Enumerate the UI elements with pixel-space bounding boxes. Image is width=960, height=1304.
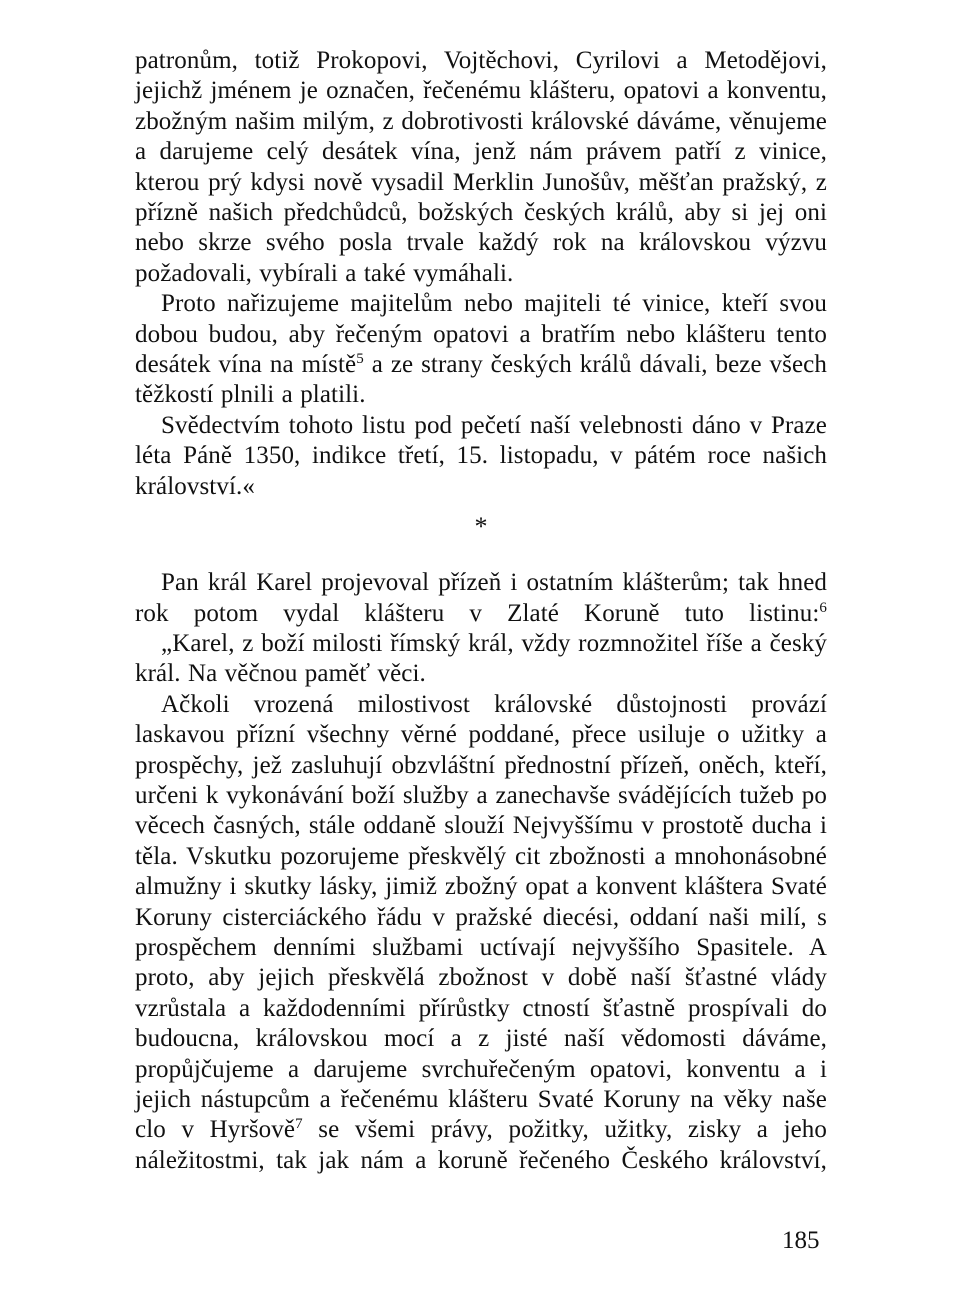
- paragraph-charter-opening: „Karel, z boží milosti římský král, vždy rozmnožitel říše a český král. Na věčnou paměť věci.: [135, 629, 827, 688]
- paragraph-text: Pan král Karel projevoval přízeň i ostatním klášterům; tak hned rok potom vydal klášteru v Zlaté Koruně tuto listinu:: [135, 569, 827, 627]
- paragraph-text: Proto nařizujeme majitelům nebo majiteli té vinice, kteří svou dobou budou, aby řečeným opatovi a bratřím nebo klášteru tento desátek vína na místě: [135, 290, 827, 379]
- paragraph-charter-conclusion: patronům, totiž Prokopovi, Vojtěchovi, Cyrilovi a Metodějovi, jejichž jménem je označen, řečenému klášteru, opatovi a konventu, zbožným našim milým, z dobrotivosti královské dáváme, věnujeme a darujeme celý desátek vína, jenž nám právem patří z vinice, kterou prý kdysi nově vysadil Merklin Junošův, měšťan pražský, z přízně našich předchůdců, božských českých králů, aby si jej oni nebo skrze svého posla trvale každý rok na královskou výzvu požadovali, vybírali a také vymáhali.: [135, 47, 827, 287]
- paragraph-text: a ze strany českých králů dávali, beze všech těžkostí plnili a platili.: [135, 351, 827, 409]
- footnote-marker-7: 7: [295, 1116, 303, 1133]
- footnote-marker-6: 6: [819, 599, 827, 616]
- footnote-marker-5: 5: [356, 351, 364, 368]
- paragraph-king-karel-favour: [135, 568, 827, 629]
- body-text: [135, 46, 827, 1176]
- paragraph-text: se všemi právy, požitky, užitky, zisky a jeho náležitostmi, tak jak nám a koruně řečeného Českého království,: [135, 1116, 828, 1174]
- section-separator: *: [474, 512, 488, 542]
- paragraph-order-to-owners: [135, 289, 827, 411]
- paragraph-text: Ačkoli vrozená milostivost královské důstojnosti provází laskavou přízní všechny věrné poddané, přece usiluje o užitky a prospěchy, jež zasluhují obzvláštní přednostní přízeň, oněch, kteří, určeni k vykonávání boží služby a zanechavše svádějících tužeb po věcech časných, stále oddaně slouží Nejvyššímu v prostotě ducha i těla. Vskutku pozorujeme přeskvělý cit zbožnosti a mnohonásobné almužny i skutky lásky, jimiž zbožný opat a konvent kláštera Svaté Koruny cisterciáckého řádu v pražské diecési, oddaní naši milí, s prospěchem denními službami uctívají nejvyššího Spasitele. A proto, aby jejich přeskvělá zbožnost v době naší šťastné vlády vzrůstala a každodenními přírůstky ctností šťastně prospívali do budoucna, královskou mocí a z jisté naší vědomosti dáváme, propůjčujeme a darujeme svrchuřečeným opatovi, konventu a i jejich nástupcům a řečenému klášteru Svaté Koruny na věky naše clo v Hyršově: [135, 690, 827, 1144]
- paragraph-charter-body: [135, 690, 827, 1177]
- page-number: 185: [782, 1227, 820, 1254]
- paragraph-attestation: Svědectvím tohoto listu pod pečetí naší velebnosti dáno v Praze léta Páně 1350, indikce třetí, 15. listopadu, v pátém roce našich království.«: [135, 411, 827, 500]
